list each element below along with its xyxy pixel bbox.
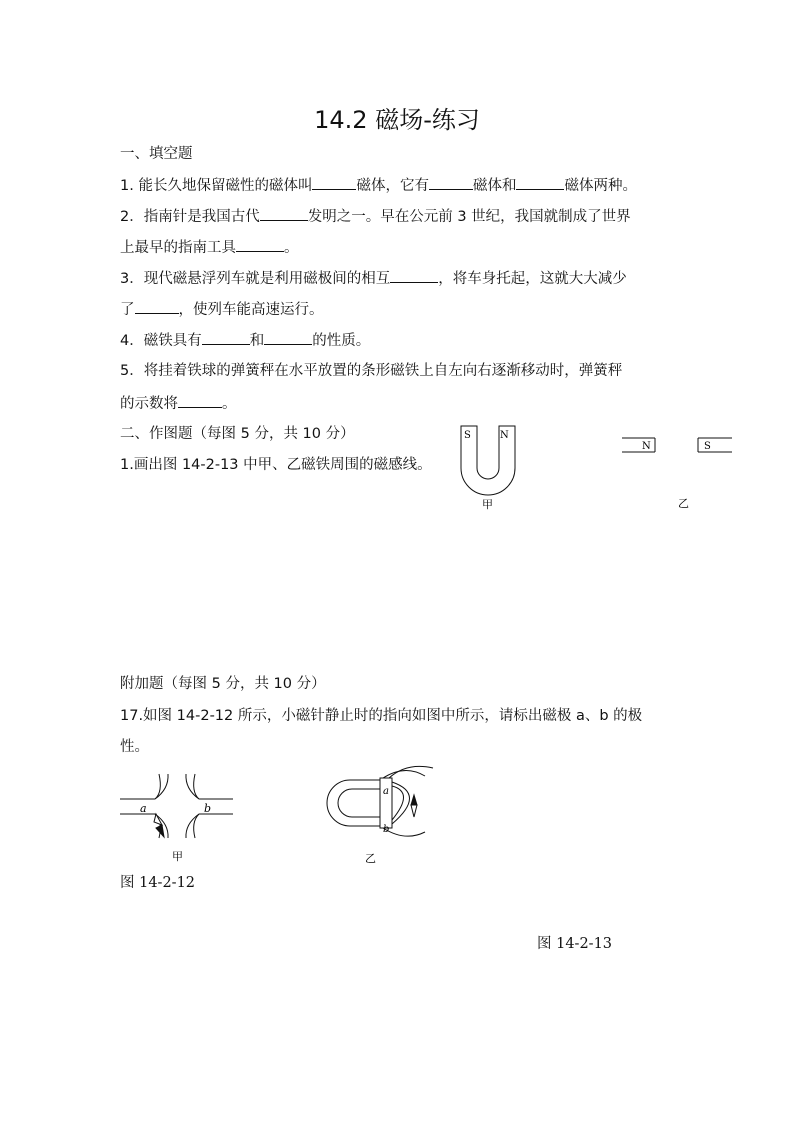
figure-14-2-12 [115, 762, 435, 872]
q1-text-a: 1. 能长久地保留磁性的磁体叫 [120, 178, 313, 194]
question-2-line-1 [120, 206, 631, 227]
compass-needle-yi [411, 795, 417, 817]
q2-blank-2[interactable] [236, 237, 284, 252]
figure-yi-label-2: 乙 [365, 852, 376, 865]
q1-blank-1[interactable] [312, 175, 356, 190]
question-4 [120, 330, 370, 351]
q4-blank-2[interactable] [264, 330, 312, 345]
pole-b-label: b [204, 802, 212, 815]
pole-b2-label: b [383, 824, 390, 835]
pole-a2-label: a [383, 786, 389, 797]
horseshoe-n-label: N [500, 430, 509, 441]
bar-n-label: N [642, 441, 651, 452]
question-3-line-2 [120, 299, 324, 320]
q1-blank-2[interactable] [429, 175, 473, 190]
field-lines-yi [383, 766, 433, 836]
q3-text-a: 3．现代磁悬浮列车就是利用磁极间的相互 [120, 271, 391, 287]
figure-yi-label: 乙 [678, 497, 689, 510]
q5-text-c: 。 [222, 396, 237, 412]
question-17-line-2: 性。 [120, 739, 149, 755]
q1-blank-3[interactable] [516, 175, 564, 190]
bonus-heading: 附加题（每图 5 分，共 10 分） [120, 676, 326, 692]
horseshoe-s-label: S [464, 430, 471, 441]
section-drawing-heading: 二、作图题（每图 5 分，共 10 分） [120, 426, 355, 442]
drawing-question-1: 1.画出图 14-2-13 中甲、乙磁铁周围的磁感线。 [120, 457, 432, 473]
q3-text-c: 了 [120, 302, 135, 318]
bar-s-label: S [704, 441, 711, 452]
q4-text-b: 和 [249, 333, 265, 349]
question-5-line-1: 5．将挂着铁球的弹簧秤在水平放置的条形磁铁上自左向右逐渐移动时，弹簧秤 [120, 363, 623, 379]
q2-text-a: 2．指南针是我国古代 [120, 209, 260, 225]
pole-a-label: a [140, 802, 147, 815]
question-17-line-1: 17.如图 14-2-12 所示，小磁针静止时的指向如图中所示，请标出磁极 a、b 的极 [120, 708, 643, 724]
q5-text-b: 的示数将 [120, 396, 178, 412]
figure-14-2-13-caption: 图 14-2-13 [537, 936, 613, 952]
question-2-line-2 [120, 237, 299, 258]
q4-text-a: 4．磁铁具有 [120, 333, 202, 349]
bar-magnet-a [120, 799, 155, 814]
section-fill-blank-heading: 一、填空题 [120, 146, 193, 162]
q2-text-c: 上最早的指南工具 [120, 240, 236, 256]
q5-blank-1[interactable] [178, 393, 222, 408]
q3-text-d: ，使列车能高速运行。 [178, 302, 324, 318]
question-5-line-2 [120, 393, 237, 414]
q4-text-c: 的性质。 [312, 333, 371, 349]
q1-text-d: 磁体两种。 [564, 178, 637, 194]
q3-blank-1[interactable] [390, 268, 438, 283]
q1-text-c: 磁体和 [472, 178, 517, 194]
q2-text-b: 发明之一。早在公元前 3 世纪，我国就制成了世界 [307, 209, 631, 225]
figure-jia-label-2: 甲 [172, 850, 183, 863]
q2-text-d: 。 [284, 240, 299, 256]
q3-blank-2[interactable] [135, 299, 179, 314]
figure-jia-label: 甲 [482, 498, 493, 511]
q2-blank-1[interactable] [260, 206, 308, 221]
page-title: 14.2 磁场-练习 [314, 106, 480, 134]
question-1 [120, 175, 637, 196]
q3-text-b: ，将车身托起，这就大大减少 [438, 271, 627, 287]
question-3-line-1 [120, 268, 627, 289]
q1-text-b: 磁体，它有 [356, 178, 429, 194]
figure-14-2-12-caption: 图 14-2-12 [120, 875, 196, 891]
q4-blank-1[interactable] [202, 330, 250, 345]
figure-14-2-13 [455, 420, 735, 520]
